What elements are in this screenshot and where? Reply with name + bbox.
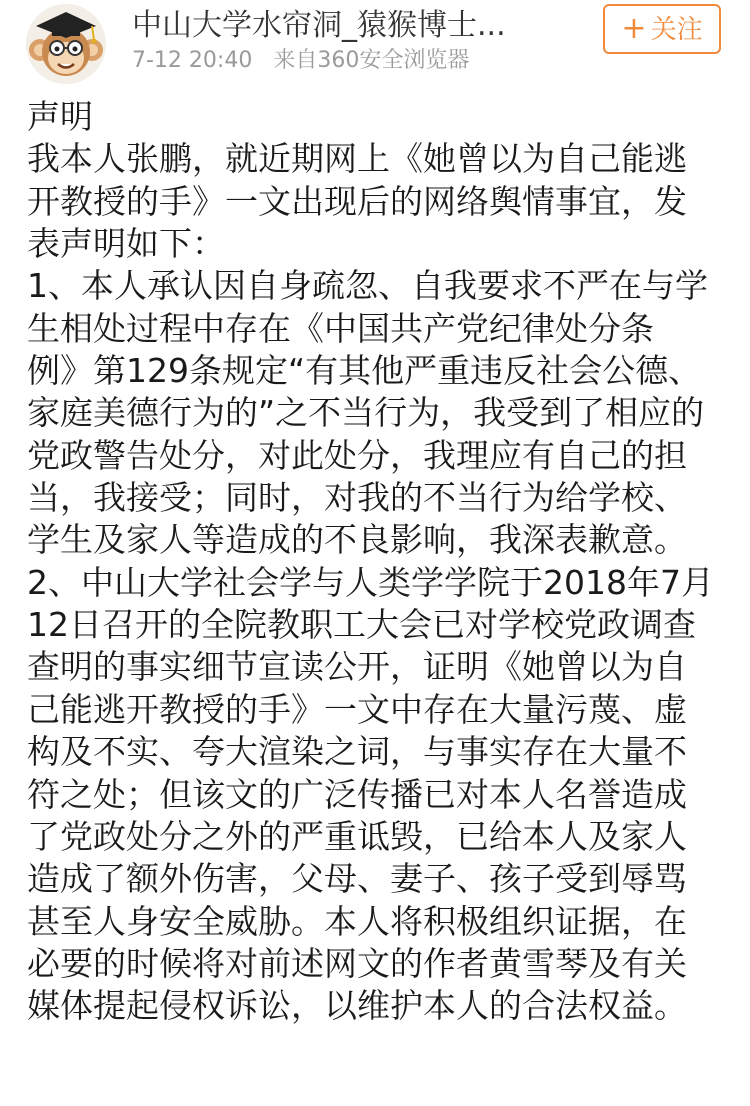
avatar[interactable] — [26, 4, 106, 84]
post-meta — [132, 46, 469, 76]
post-source: 来自360安全浏览器 — [273, 48, 470, 73]
follow-label: 关注 — [650, 15, 703, 45]
post-text-line: 当，我接受；同时，对我的不当行为给学校、 — [27, 478, 687, 518]
post-text-line: 甚至人身安全威胁。本人将积极组织证据，在 — [27, 901, 687, 941]
monkey-graduate-icon — [26, 4, 106, 84]
post-text-line: 己能逃开教授的手》一文中存在大量污蔑、虚 — [27, 689, 687, 729]
post-text-line: 表声明如下： — [27, 224, 225, 264]
post-text-line: 必要的时候将对前述网文的作者黄雪琴及有关 — [27, 943, 687, 983]
post-text-line: 开教授的手》一文出现后的网络舆情事宜，发 — [27, 181, 687, 221]
post-text-line: 造成了额外伤害，父母、妻子、孩子受到辱骂 — [27, 859, 687, 899]
post-text-line: 了党政处分之外的严重诋毁，已给本人及家人 — [27, 816, 687, 856]
post-text-line: 查明的事实细节宣读公开，证明《她曾以为自 — [27, 647, 687, 687]
post-text-line: 声明 — [27, 97, 93, 136]
post-timestamp: 7-12 20:40 — [132, 48, 253, 73]
username[interactable]: 中山大学水帘洞_猿猴博士... — [132, 8, 506, 43]
post-text-line: 媒体提起侵权诉讼，以维护本人的合法权益。 — [27, 986, 687, 1026]
post-text-line: 1、本人承认因自身疏忽、自我要求不严在与学 — [27, 266, 708, 306]
post-text-line: 党政警告处分，对此处分，我理应有自己的担 — [27, 435, 687, 475]
post-text-line: 我本人张鹏，就近期网上《她曾以为自己能逃 — [27, 139, 687, 179]
follow-button[interactable] — [603, 4, 721, 54]
post-text-line: 2、中山大学社会学与人类学学院于2018年7月 — [27, 562, 714, 602]
post-text-line: 12日召开的全院教职工大会已对学校党政调查 — [27, 605, 696, 645]
post-text-line: 学生及家人等造成的不良影响，我深表歉意。 — [27, 520, 687, 560]
post-content — [27, 96, 727, 1028]
post-text-line: 构及不实、夸大渲染之词，与事实存在大量不 — [27, 732, 687, 772]
post-header — [0, 0, 750, 96]
post-text-line: 生相处过程中存在《中国共产党纪律处分条 — [27, 308, 654, 348]
post-text-line: 例》第129条规定“有其他严重违反社会公德、 — [27, 351, 702, 391]
post-text-line: 符之处；但该文的广泛传播已对本人名誉造成 — [27, 774, 687, 814]
plus-icon: + — [621, 11, 647, 46]
post-text-line: 家庭美德行为的”之不当行为，我受到了相应的 — [27, 393, 705, 433]
